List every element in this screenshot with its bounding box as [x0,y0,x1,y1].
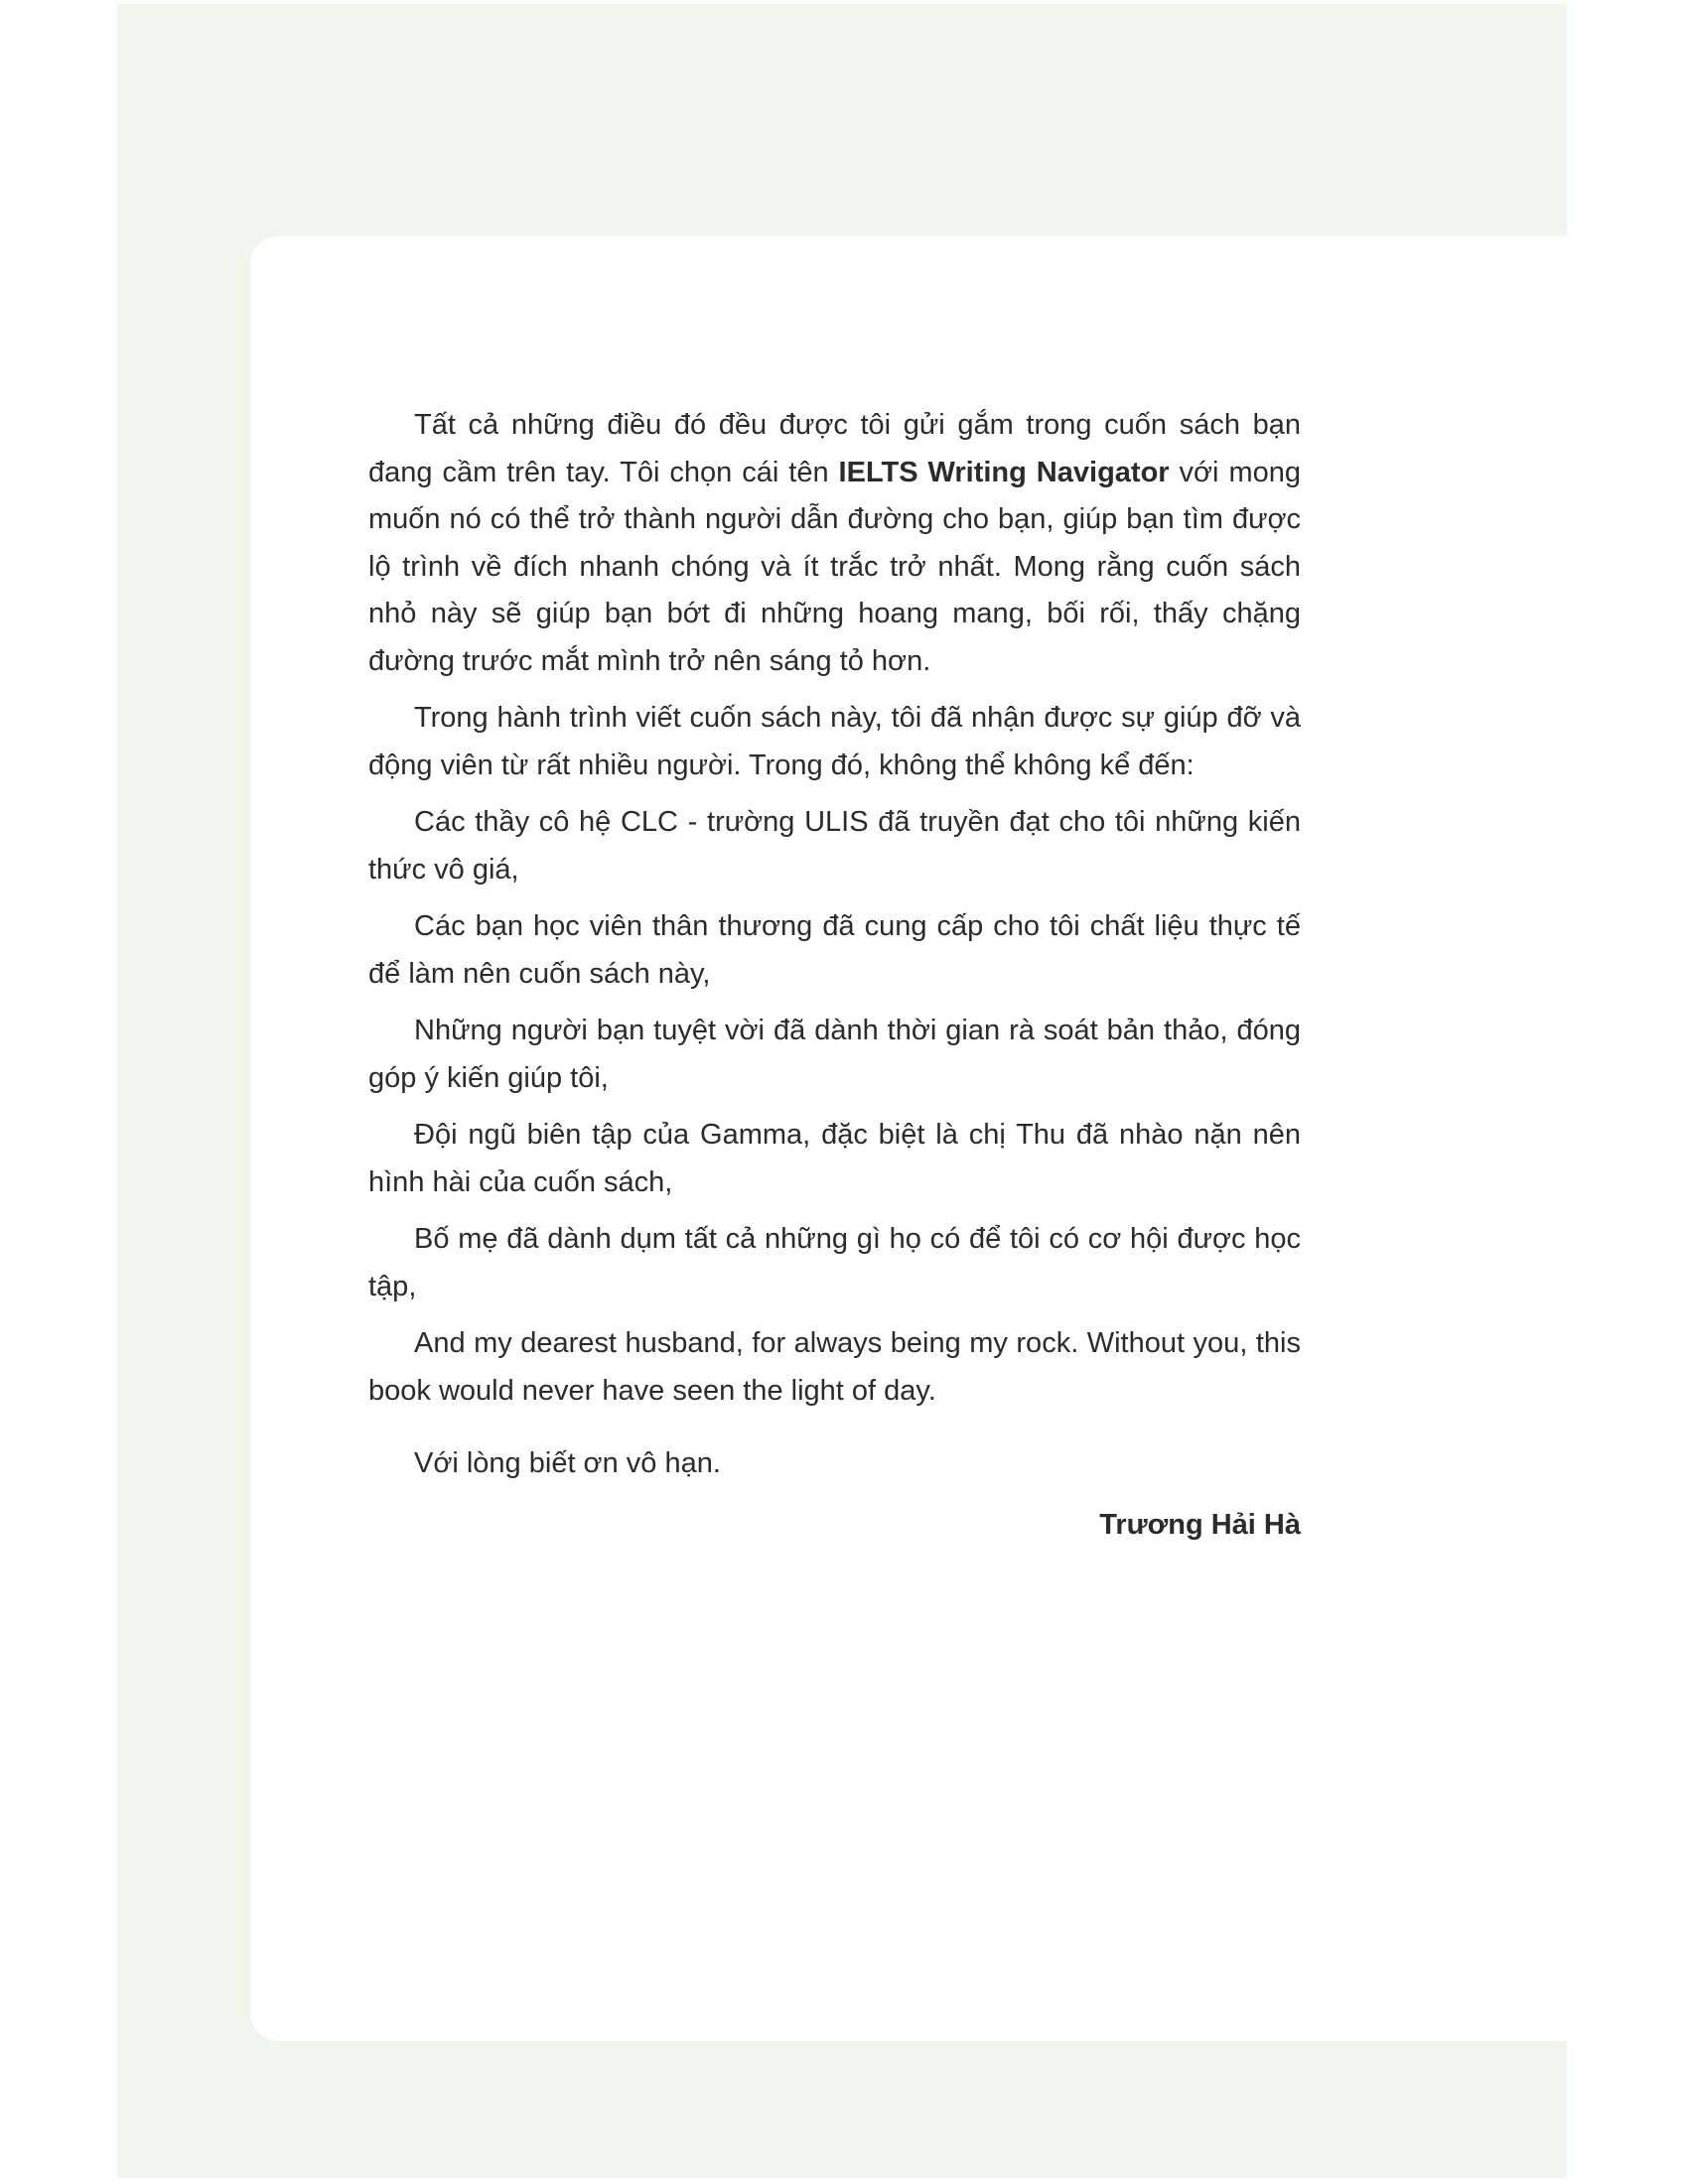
author-signature: Trương Hải Hà [1099,1508,1301,1541]
paragraph-thanks-friends: Những người bạn tuyệt vời đã dành thời gian rà soát bản thảo, đóng góp ý kiến giúp tôi, [368,1015,1301,1094]
paragraph-intro [368,402,1301,685]
paragraph-intro-part-2: với mong muốn nó có thể trở thành người dẫn đường cho bạn, giúp bạn tìm được lộ trình về đích nhanh chóng và ít trắc trở nhất. Mong rằng cuốn sách nhỏ này sẽ giúp bạn bớt đi những hoang mang, bối rối, thấy chặng đường trước mắt mình trở nên sáng tỏ hơn. [368,456,1301,677]
paragraph-thanks-editors: Đội ngũ biên tập của Gamma, đặc biệt là chị Thu đã nhào nặn nên hình hài của cuốn sách, [368,1119,1301,1198]
paragraph-thanks-husband: And my dearest husband, for always being my rock. Without you, this book would never have seen the light of day. [368,1327,1301,1407]
paragraph-thanks-teachers: Các thầy cô hệ CLC - trường ULIS đã truyền đạt cho tôi những kiến thức vô giá, [368,806,1301,886]
book-title: IELTS Writing Navigator [838,456,1170,488]
closing-line: Với lòng biết ơn vô hạn. [414,1447,721,1479]
acknowledgement-text [368,402,1301,1549]
paragraph-thanks-intro: Trong hành trình viết cuốn sách này, tôi đã nhận được sự giúp đỡ và động viên từ rất nhiều người. Trong đó, không thể không kể đến: [368,702,1301,781]
paragraph-intro-part-1: Tất cả những điều đó đều được tôi gửi gắm trong cuốn sách bạn đang cầm trên tay. Tôi chọn cái tên [368,409,1301,488]
paragraph-thanks-parents: Bố mẹ đã dành dụm tất cả những gì họ có để tôi có cơ hội được học tập, [368,1223,1301,1302]
paragraph-thanks-students: Các bạn học viên thân thương đã cung cấp cho tôi chất liệu thực tế để làm nên cuốn sách này, [368,910,1301,990]
